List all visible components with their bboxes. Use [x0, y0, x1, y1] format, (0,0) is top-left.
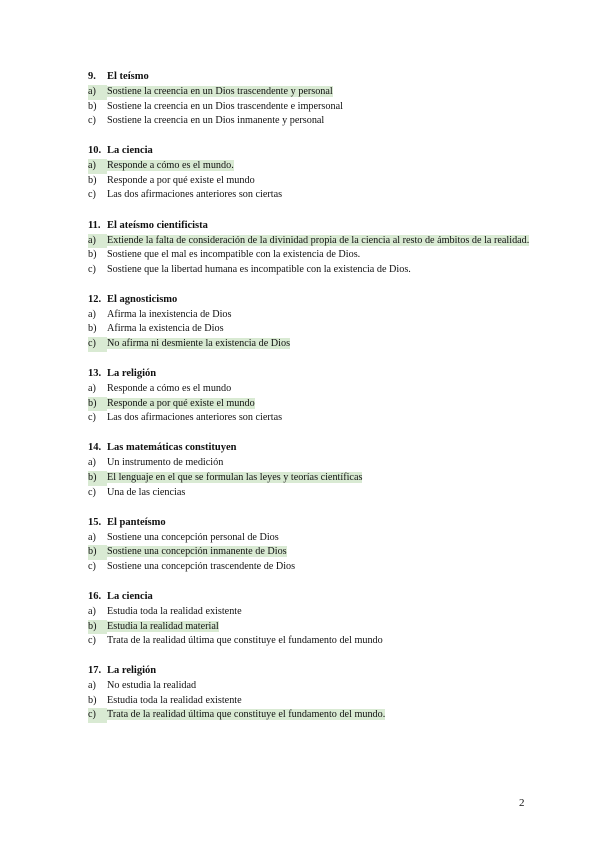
question-text: El panteísmo	[107, 516, 166, 528]
option-letter: c)	[88, 708, 107, 723]
option-letter: c)	[88, 560, 96, 572]
answer-option	[88, 174, 533, 189]
option-text: Afirma la existencia de Dios	[107, 323, 224, 335]
answer-option-correct	[88, 471, 533, 486]
option-text: Estudia la realidad material	[107, 620, 219, 632]
option-text: Una de las ciencias	[107, 486, 186, 498]
option-letter: b)	[88, 100, 97, 112]
question-block	[88, 293, 533, 352]
question-block	[88, 144, 533, 203]
option-text: Un instrumento de medición	[107, 457, 224, 469]
option-letter: a)	[88, 531, 96, 543]
question-title	[88, 70, 533, 85]
answer-option	[88, 531, 533, 546]
option-text: Sostiene la creencia en un Dios inmanente y personal	[107, 115, 325, 127]
option-text: Trata de la realidad última que constituye el fundamento del mundo	[107, 635, 383, 647]
question-title	[88, 293, 533, 308]
question-number: 14.	[88, 442, 102, 454]
question-block	[88, 590, 533, 649]
answer-option	[88, 486, 533, 501]
option-text: No estudia la realidad	[107, 680, 197, 692]
answer-option-correct	[88, 159, 533, 174]
option-letter: a)	[88, 457, 96, 469]
question-text: El agnosticismo	[107, 293, 178, 305]
answer-option	[88, 634, 533, 649]
question-block	[88, 664, 533, 723]
question-text: El teísmo	[107, 71, 149, 82]
question-block	[88, 70, 533, 129]
option-letter: a)	[88, 680, 96, 692]
question-number: 16.	[88, 590, 102, 602]
question-number: 10.	[88, 145, 102, 157]
question-title	[88, 367, 533, 382]
option-letter: b)	[88, 397, 107, 412]
answer-option	[88, 560, 533, 575]
answer-option	[88, 679, 533, 694]
option-letter: a)	[88, 234, 107, 249]
option-letter: a)	[88, 605, 96, 617]
answer-option	[88, 248, 533, 263]
question-number: 13.	[88, 368, 102, 380]
option-letter: c)	[88, 189, 96, 201]
answer-option-correct	[88, 85, 533, 100]
option-letter: c)	[88, 412, 96, 424]
option-text: Sostiene que la libertad humana es incompatible con la existencia de Dios.	[107, 263, 411, 275]
answer-option	[88, 188, 533, 203]
answer-option	[88, 100, 533, 115]
question-text: La ciencia	[107, 590, 153, 602]
question-number: 9.	[88, 71, 96, 82]
option-letter: b)	[88, 471, 107, 486]
question-title	[88, 664, 533, 679]
option-text: Estudia toda la realidad existente	[107, 694, 242, 706]
question-text: La religión	[107, 665, 157, 677]
option-letter: b)	[88, 694, 97, 706]
question-number: 12.	[88, 293, 102, 305]
question-block	[88, 367, 533, 426]
option-text: Sostiene que el mal es incompatible con la existencia de Dios.	[107, 249, 361, 261]
option-text: Estudia toda la realidad existente	[107, 605, 242, 617]
question-block	[88, 516, 533, 575]
question-text: La ciencia	[107, 145, 153, 157]
option-text: Afirma la inexistencia de Dios	[107, 308, 232, 320]
option-letter: c)	[88, 263, 96, 275]
option-letter: c)	[88, 486, 96, 498]
answer-option	[88, 263, 533, 278]
answer-option	[88, 456, 533, 471]
option-letter: c)	[88, 635, 96, 647]
question-title	[88, 516, 533, 531]
answer-option	[88, 411, 533, 426]
answer-option	[88, 114, 533, 129]
option-text: Responde a cómo es el mundo.	[107, 160, 234, 172]
question-title	[88, 219, 533, 234]
question-text: El ateísmo cientificista	[107, 219, 208, 231]
option-text: Sostiene la creencia en un Dios trascendente e impersonal	[107, 100, 343, 112]
question-number: 11.	[88, 219, 101, 231]
option-letter: b)	[88, 620, 107, 635]
question-number: 15.	[88, 516, 102, 528]
answer-option-correct	[88, 545, 533, 560]
answer-option	[88, 308, 533, 323]
option-text: Extiende la falta de consideración de la divinidad propia de la ciencia al resto de ámbitos de la realidad.	[107, 234, 530, 246]
question-title	[88, 590, 533, 605]
option-letter: c)	[88, 115, 96, 127]
option-letter: c)	[88, 337, 107, 352]
option-letter: b)	[88, 323, 97, 335]
option-text: No afirma ni desmiente la existencia de Dios	[107, 338, 291, 350]
question-list	[88, 70, 533, 739]
option-text: Las dos afirmaciones anteriores son ciertas	[107, 412, 283, 424]
answer-option-correct	[88, 234, 533, 249]
option-text: Trata de la realidad última que constituye el fundamento del mundo.	[107, 709, 386, 721]
question-title	[88, 144, 533, 159]
question-block	[88, 219, 533, 278]
answer-option-correct	[88, 397, 533, 412]
answer-option	[88, 322, 533, 337]
option-text: Responde a cómo es el mundo	[107, 383, 232, 395]
option-text: Sostiene la creencia en un Dios trascendente y personal	[107, 86, 333, 97]
answer-option	[88, 382, 533, 397]
option-text: Las dos afirmaciones anteriores son ciertas	[107, 189, 283, 201]
option-letter: a)	[88, 383, 96, 395]
option-letter: a)	[88, 159, 107, 174]
answer-option	[88, 694, 533, 709]
question-text: Las matemáticas constituyen	[107, 442, 237, 454]
answer-option	[88, 605, 533, 620]
option-text: El lenguaje en el que se formulan las leyes y teorías científicas	[107, 472, 363, 483]
option-text: Sostiene una concepción personal de Dios	[107, 531, 279, 543]
question-block	[88, 441, 533, 500]
question-text: La religión	[107, 368, 157, 380]
option-text: Responde a por qué existe el mundo	[107, 174, 255, 186]
option-text: Responde a por qué existe el mundo	[107, 397, 255, 409]
option-letter: a)	[88, 308, 96, 320]
option-letter: b)	[88, 249, 97, 261]
answer-option-correct	[88, 337, 533, 352]
option-text: Sostiene una concepción inmanente de Dios	[107, 546, 287, 558]
option-letter: b)	[88, 545, 107, 560]
page-number: 2	[519, 797, 525, 809]
answer-option-correct	[88, 708, 533, 723]
option-letter: b)	[88, 174, 97, 186]
option-text: Sostiene una concepción trascendente de Dios	[107, 560, 296, 572]
answer-option-correct	[88, 620, 533, 635]
option-letter: a)	[88, 85, 107, 100]
question-title	[88, 441, 533, 456]
question-number: 17.	[88, 665, 102, 677]
